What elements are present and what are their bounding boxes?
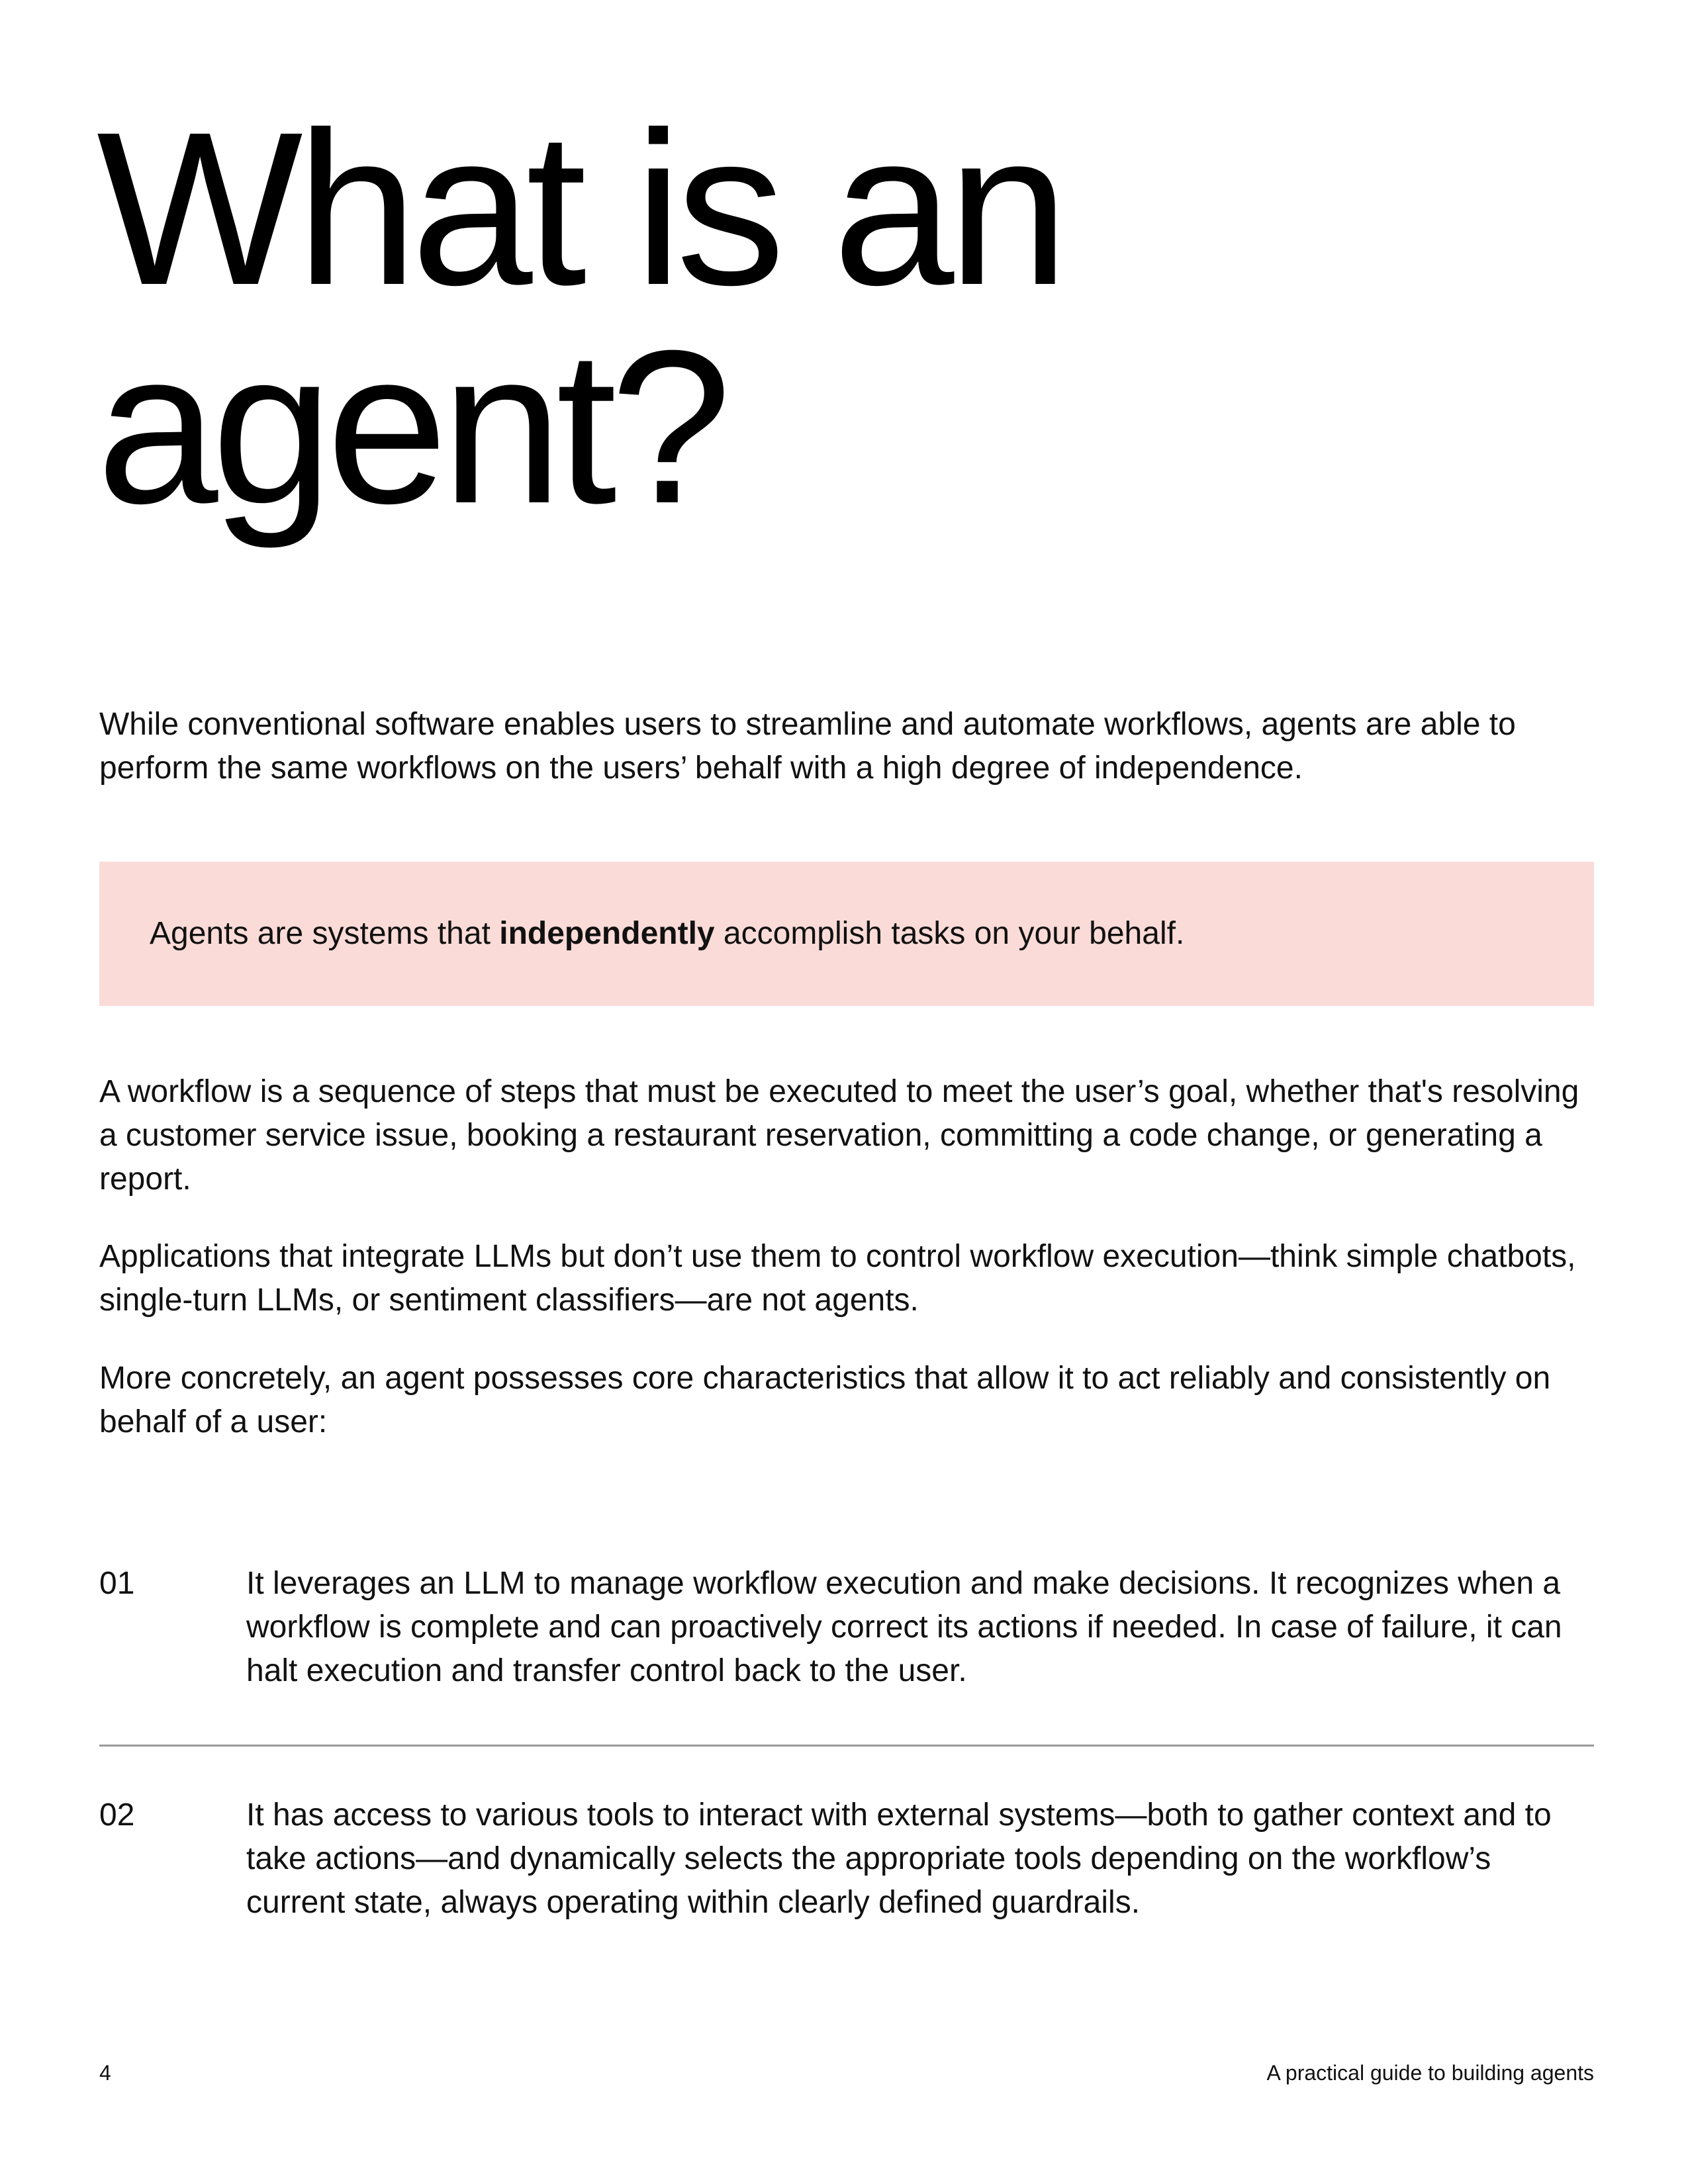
characteristic-text: It leverages an LLM to manage workflow execution and make decisions. It recognizes when a workflow is complete and can proactively correct its actions if needed. In case of failure, it can halt execution and transfer control back to the user. bbox=[246, 1566, 1562, 1688]
page-number: 4 bbox=[99, 2061, 111, 2085]
callout-text-after: accomplish tasks on your behalf. bbox=[714, 916, 1185, 951]
page-title-line-1: What is an bbox=[97, 86, 1062, 330]
characteristic-number: 01 bbox=[99, 1566, 135, 1601]
document-title: A practical guide to building agents bbox=[1266, 2061, 1594, 2085]
characteristics-intro-paragraph: More concretely, an agent possesses core characteristics that allow it to act reliably and consistently on behalf of a user: bbox=[99, 1361, 1551, 1439]
intro-paragraph: While conventional software enables users to streamline and automate workflows, agents are able to perform the same workflows on the users’ behalf with a high degree of independence. bbox=[99, 707, 1516, 786]
page-title bbox=[97, 86, 1222, 549]
workflow-definition-paragraph: A workflow is a sequence of steps that must be executed to meet the user’s goal, whether that's resolving a customer service issue, booking a restaurant reservation, committing a code change, or generating a report. bbox=[99, 1074, 1579, 1197]
characteristic-text: It has access to various tools to interact with external systems—both to gather context and to take actions—and dynamically selects the appropriate tools depending on the workflow’s current state, always operating within clearly defined guardrails. bbox=[246, 1797, 1552, 1920]
callout-text bbox=[150, 912, 1184, 956]
page-title-line-2: agent? bbox=[97, 304, 726, 549]
callout-emphasis: independently bbox=[499, 916, 715, 951]
definition-callout bbox=[99, 862, 1594, 1006]
characteristic-divider bbox=[99, 1745, 1594, 1747]
non-agents-paragraph: Applications that integrate LLMs but don’t use them to control workflow execution—think simple chatbots, single-turn LLMs, or sentiment classifiers—are not agents. bbox=[99, 1239, 1576, 1318]
callout-text-before: Agents are systems that bbox=[150, 916, 500, 951]
characteristic-number: 02 bbox=[99, 1797, 135, 1833]
